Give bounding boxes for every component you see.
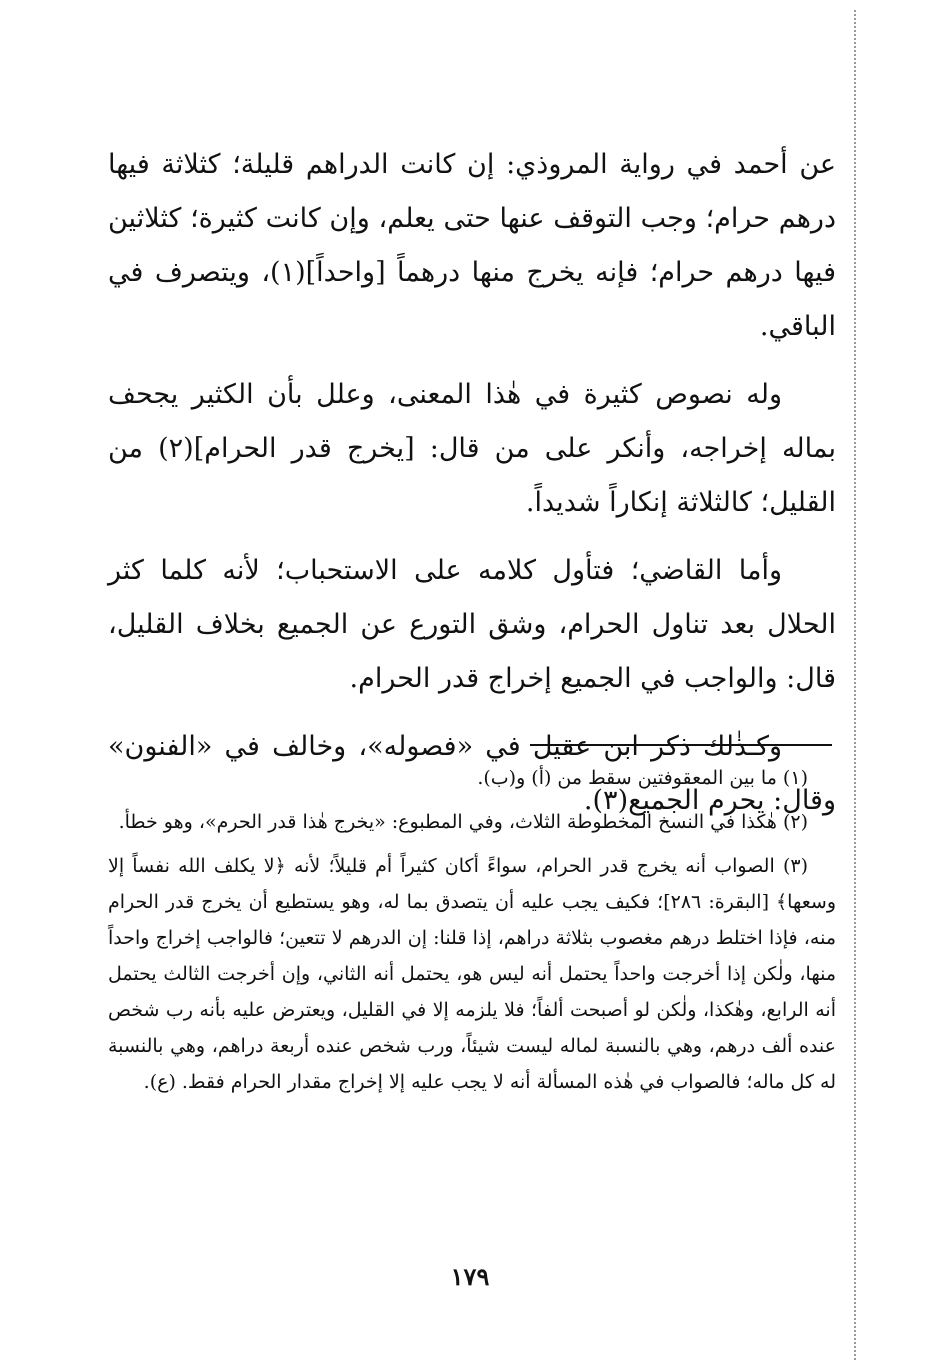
footnote-3: (٣) الصواب أنه يخرج قدر الحرام، سواءً أكان كثيراً أم قليلاً؛ لأنه ﴿لا يكلف الله نفساً إلا وسعها﴾ [البقرة: ٢٨٦]؛ فكيف يجب عليه أن يتصدق بما له، وهو يستطيع أن يخرج قدر الحرام منه، فإذا اختلط درهم مغصوب بثلاثة دراهم، إذا قلنا: إن الدرهم لا تتعين؛ فالواجب إخراج واحداً منها، ولٰكن إذا أخرجت واحداً يحتمل أنه ليس هو، يحتمل أنه الثاني، وإن أخرجت الثالث يحتمل أنه الرابع، وهٰكذا، ولٰكن لو أصبحت ألفاً؛ فلا يلزمه إلا في القليل، ويعترض عليه بأنه رب شخص عنده ألف درهم، وهي بالنسبة لماله ليست شيئاً، ورب شخص عنده أربعة دراهم، وهي بالنسبة له كل ماله؛ فالصواب في هٰذه المسألة أنه لا يجب عليه إلا إخراج مقدار الحرام فقط. (ع). (108, 855, 836, 1093)
body-paragraph: وله نصوص كثيرة في هٰذا المعنى، وعلل بأن الكثير يجحف بماله إخراجه، وأنكر على من قال: [يخرج قدر الحرام](٢) من القليل؛ كالثلاثة إنكاراً شديداً. (108, 379, 836, 518)
footnote-2: (٢) هٰكذا في النسخ المخطوطة الثلاث، وفي المطبوع: «يخرج هٰذا قدر الحرم»، وهو خطأ. (118, 811, 808, 833)
main-text-block (108, 138, 836, 842)
footnote-1: (١) ما بين المعقوفتين سقط من (أ) و(ب). (477, 767, 808, 789)
body-paragraph: وكـذٰلك ذكر ابن عقيل في «فصوله»، وخالف في «الفنون» وقال: يحرم الجميع(٣). (108, 731, 836, 816)
page-number: ١٧٩ (450, 1262, 490, 1291)
footnotes-block (108, 760, 836, 1108)
body-paragraph: وأما القاضي؛ فتأول كلامه على الاستحباب؛ لأنه كلما كثر الحلال بعد تناول الحرام، وشق التورع عن الجميع بخلاف القليل، قال: والواجب في الجميع إخراج قدر الحرام. (108, 555, 836, 694)
page-edge-dotted-line (854, 10, 856, 1360)
body-paragraph: عن أحمد في رواية المروذي: إن كانت الدراهم قليلة؛ كثلاثة فيها درهم حرام؛ وجب التوقف عنها حتى يعلم، وإن كانت كثيرة؛ كثلاثين فيها درهم حرام؛ فإنه يخرج منها درهماً [واحداً](١)، ويتصرف في الباقي. (108, 149, 836, 342)
footnote-separator (530, 744, 832, 746)
